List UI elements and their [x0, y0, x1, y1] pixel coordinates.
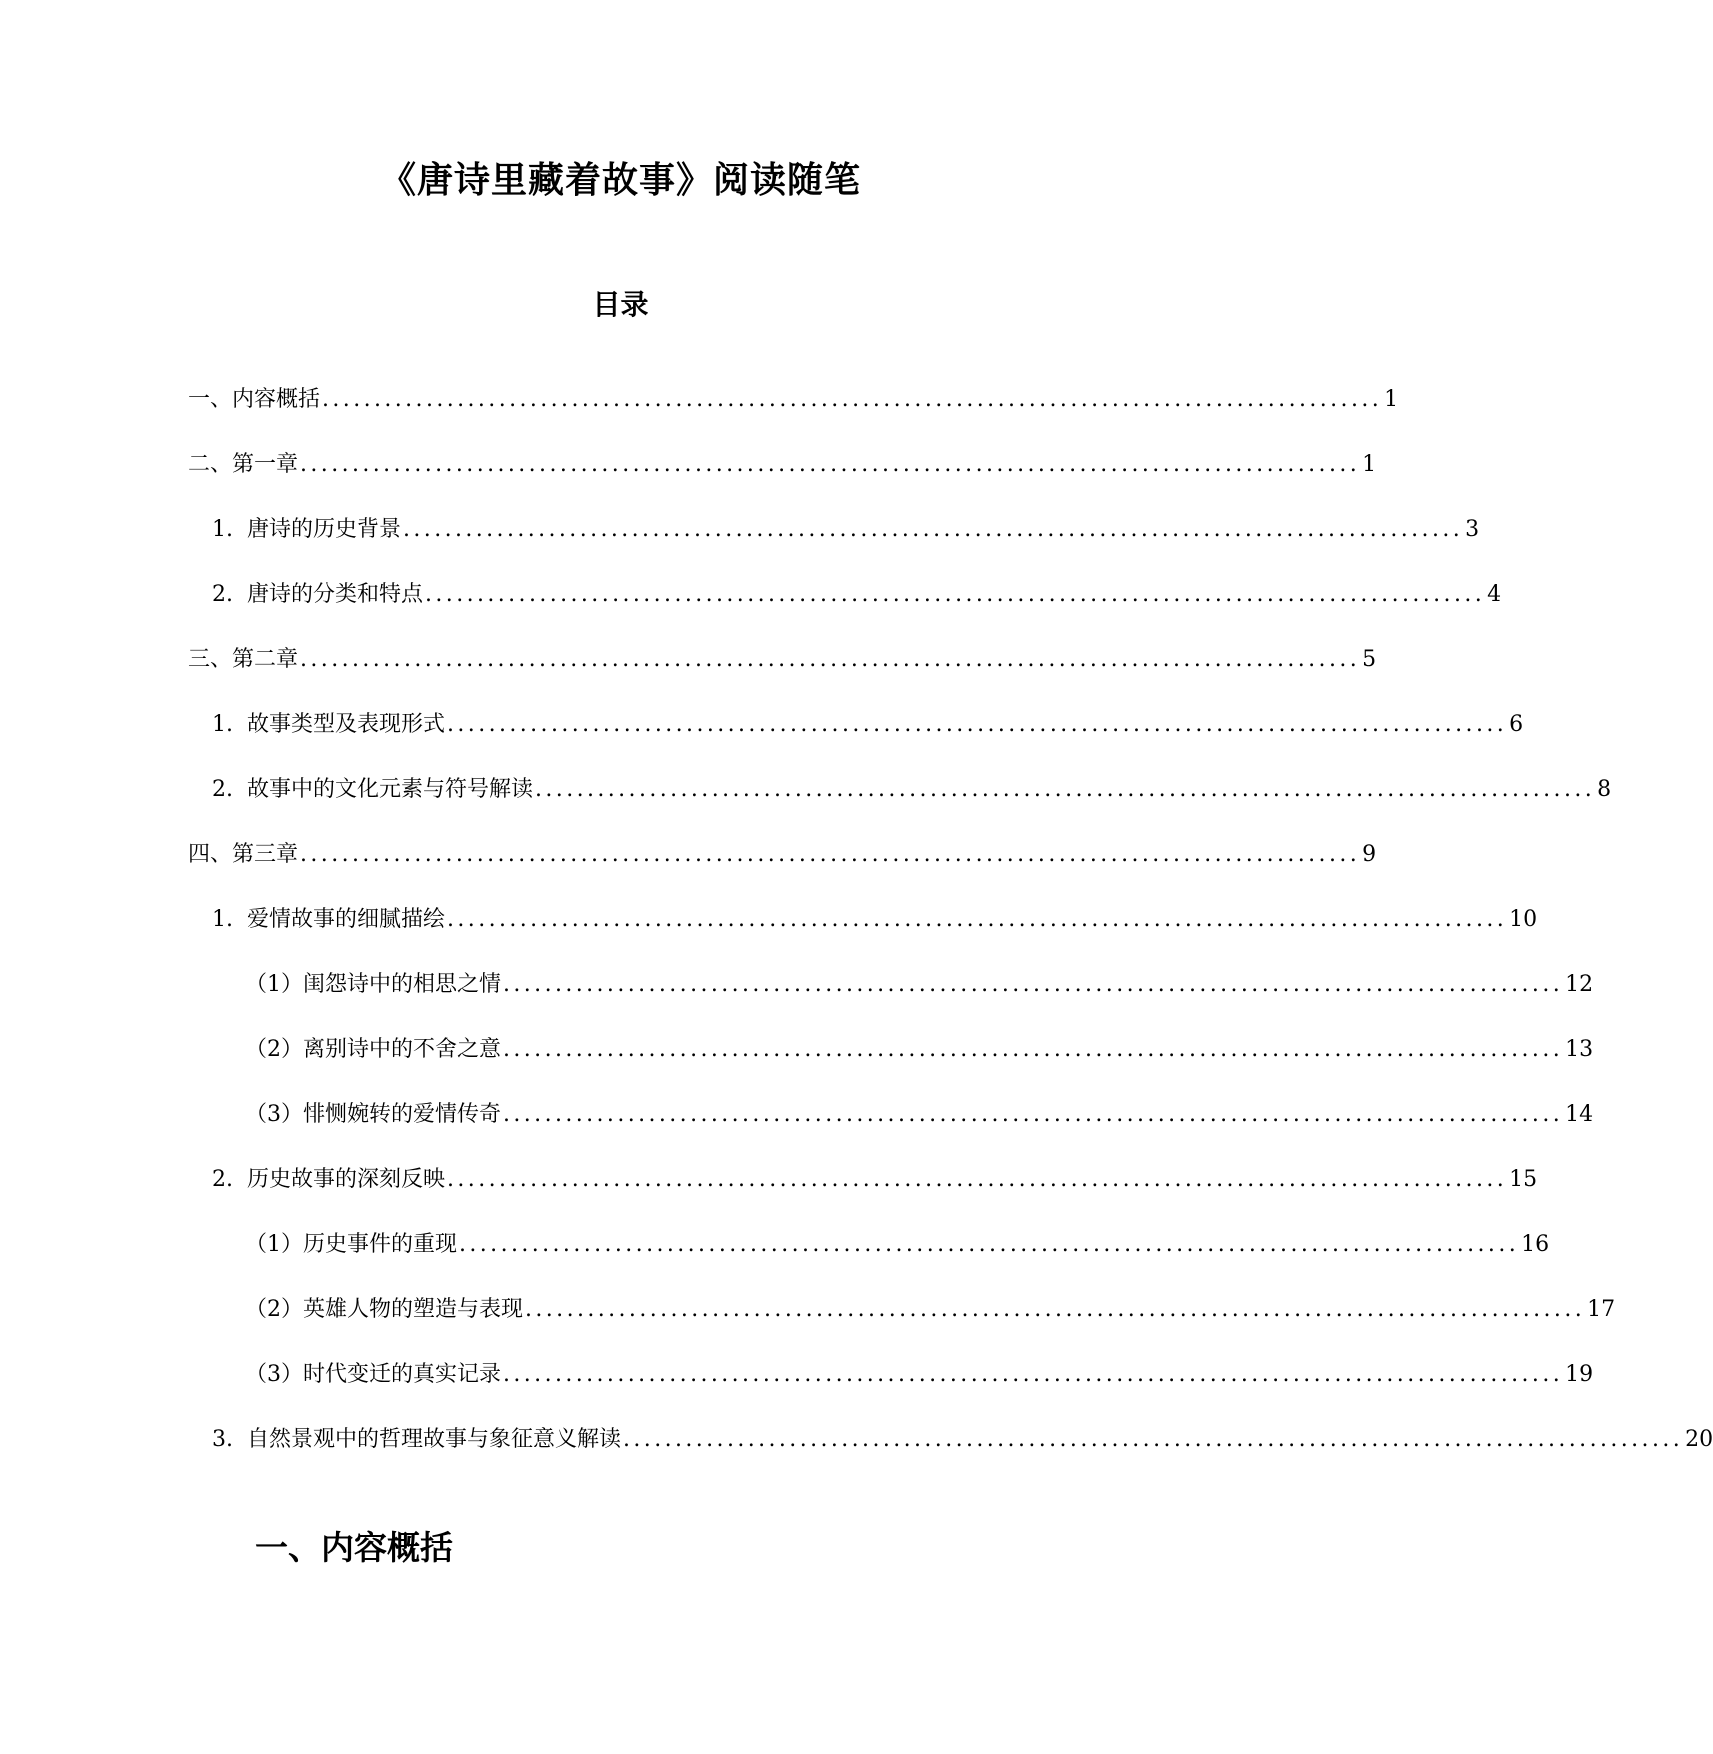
toc-entry[interactable]	[188, 385, 1399, 415]
toc-entry-label: （1）闺怨诗中的相思之情	[245, 972, 501, 997]
toc-entry-label: 爱情故事的细腻描绘	[247, 907, 446, 932]
toc-entry-label: 故事中的文化元素与符号解读	[247, 777, 534, 802]
toc-entry-page: 16	[1521, 1232, 1550, 1257]
toc-entry-label: （2）离别诗中的不舍之意	[245, 1037, 501, 1062]
toc-entry-page: 14	[1565, 1102, 1594, 1127]
toc-entry-page: 1	[1384, 387, 1399, 412]
toc-entry-page: 13	[1565, 1037, 1594, 1062]
toc-leader-dots: ......................................................................................................	[503, 1037, 1564, 1062]
toc-entry-label: 四、第三章	[188, 842, 299, 867]
toc-leader-dots: ......................................................................................................	[459, 1232, 1520, 1257]
toc-entry-label: （3）时代变迁的真实记录	[245, 1362, 501, 1387]
toc-leader-dots: ......................................................................................................	[300, 452, 1361, 477]
document-title: 《唐诗里藏着故事》阅读随笔	[379, 159, 861, 201]
toc-entry-page: 6	[1509, 712, 1524, 737]
toc-entry-page: 8	[1597, 777, 1612, 802]
toc-entry-page: 5	[1362, 647, 1377, 672]
toc-leader-dots: ......................................................................................................	[623, 1427, 1684, 1452]
toc-leader-dots: ......................................................................................................	[503, 1102, 1564, 1127]
toc-entry[interactable]	[245, 1360, 1594, 1390]
toc-entry[interactable]	[212, 580, 1502, 610]
toc-entry[interactable]	[188, 450, 1377, 480]
toc-entry[interactable]	[245, 1035, 1594, 1065]
toc-entry-label: 自然景观中的哲理故事与象征意义解读	[247, 1427, 622, 1452]
toc-entry[interactable]	[245, 1100, 1594, 1130]
toc-entry-page: 19	[1565, 1362, 1594, 1387]
toc-entry-number: 1.	[212, 712, 233, 737]
toc-leader-dots: ......................................................................................................	[300, 647, 1361, 672]
toc-entry-page: 10	[1509, 907, 1538, 932]
toc-entry-page: 3	[1465, 517, 1480, 542]
toc-entry-label: （1）历史事件的重现	[245, 1232, 457, 1257]
toc-entry-label: 唐诗的分类和特点	[247, 582, 424, 607]
toc-entry-label: （2）英雄人物的塑造与表现	[245, 1297, 523, 1322]
toc-entry-page: 20	[1685, 1427, 1713, 1452]
toc-entry-number: 2.	[212, 582, 233, 607]
section-heading: 一、内容概括	[255, 1528, 453, 1567]
toc-entry-number: 3.	[212, 1427, 233, 1452]
toc-entry-page: 12	[1565, 972, 1594, 997]
toc-entry-number: 1.	[212, 907, 233, 932]
toc-leader-dots: ......................................................................................................	[447, 907, 1508, 932]
toc-heading: 目录	[592, 288, 649, 321]
toc-entry[interactable]	[212, 905, 1538, 935]
toc-leader-dots: ......................................................................................................	[503, 972, 1564, 997]
toc-entry[interactable]	[245, 1230, 1550, 1260]
toc-entry-page: 4	[1487, 582, 1502, 607]
toc-entry[interactable]	[188, 645, 1377, 675]
toc-entry-page: 9	[1362, 842, 1377, 867]
toc-entry-page: 15	[1509, 1167, 1538, 1192]
toc-leader-dots: ......................................................................................................	[447, 1167, 1508, 1192]
toc-entry[interactable]	[245, 970, 1594, 1000]
toc-leader-dots: ......................................................................................................	[535, 777, 1596, 802]
toc-leader-dots: ......................................................................................................	[503, 1362, 1564, 1387]
toc-entry-page: 1	[1362, 452, 1377, 477]
toc-entry[interactable]	[212, 1425, 1713, 1455]
toc-entry[interactable]	[212, 710, 1524, 740]
toc-entry-number: 1.	[212, 517, 233, 542]
toc-leader-dots: ......................................................................................................	[300, 842, 1361, 867]
toc-entry-number: 2.	[212, 1167, 233, 1192]
toc-entry-label: 二、第一章	[188, 452, 299, 477]
toc-leader-dots: ......................................................................................................	[525, 1297, 1586, 1322]
toc-entry[interactable]	[212, 775, 1612, 805]
toc-entry[interactable]	[188, 840, 1377, 870]
toc-entry-label: （3）悱恻婉转的爱情传奇	[245, 1102, 501, 1127]
toc-leader-dots: ......................................................................................................	[322, 387, 1383, 412]
toc-entry[interactable]	[212, 515, 1480, 545]
toc-entry-label: 唐诗的历史背景	[247, 517, 402, 542]
toc-leader-dots: ......................................................................................................	[403, 517, 1464, 542]
toc-entry[interactable]	[212, 1165, 1538, 1195]
toc-entry-number: 2.	[212, 777, 233, 802]
toc-entry-label: 故事类型及表现形式	[247, 712, 446, 737]
toc-entry-label: 三、第二章	[188, 647, 299, 672]
toc-entry-label: 一、内容概括	[188, 387, 321, 412]
toc-entry[interactable]	[245, 1295, 1616, 1325]
toc-entry-page: 17	[1587, 1297, 1616, 1322]
toc-leader-dots: ......................................................................................................	[425, 582, 1486, 607]
toc-leader-dots: ......................................................................................................	[447, 712, 1508, 737]
toc-entry-label: 历史故事的深刻反映	[247, 1167, 446, 1192]
